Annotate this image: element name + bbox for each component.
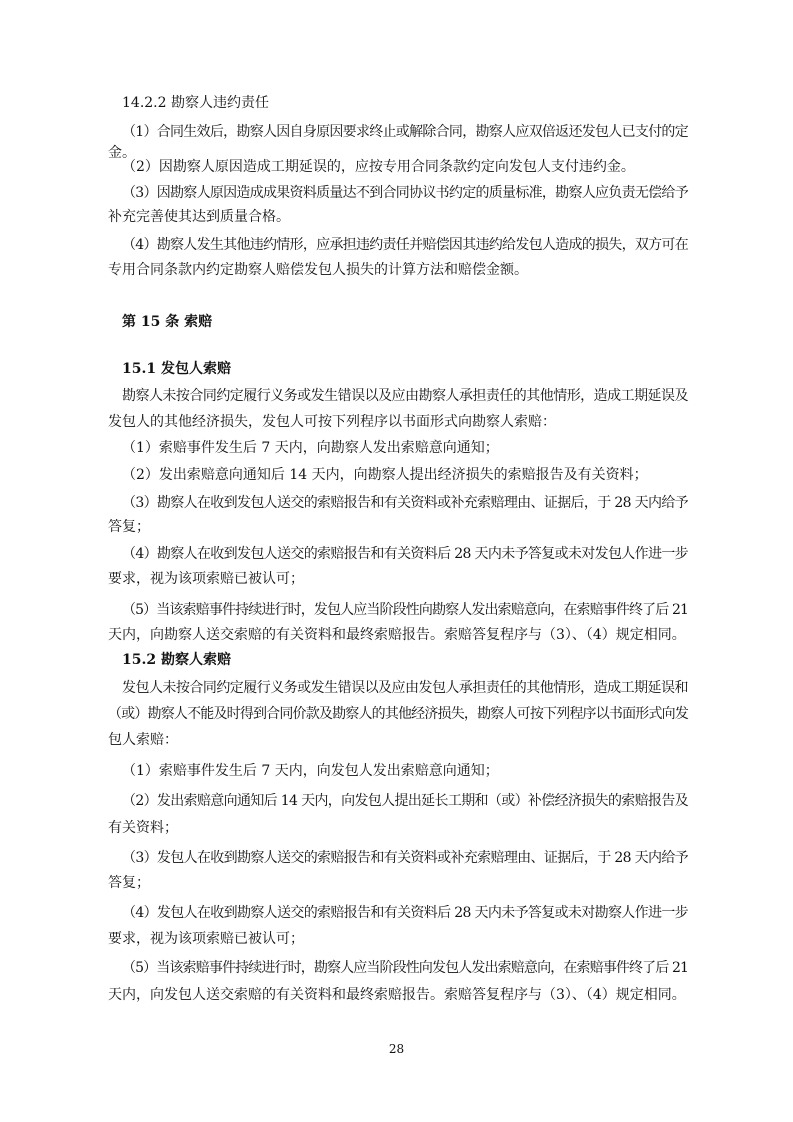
line-19: 天内，向勘察人送交索赔的有关资料和最终索赔报告。索赔答复程序与（3）、（4）规定相同。	[108, 627, 686, 643]
line-26: 有关资料；	[108, 820, 178, 836]
line-14: （3）勘察人在收到发包人送交的索赔报告和有关资料或补充索赔理由、证据后，于 28 天内给予	[122, 495, 689, 511]
line-30: 要求，视为该项索赔已被认可；	[108, 931, 304, 947]
line-16: （4）勘察人在收到发包人送交的索赔报告和有关资料后 28 天内未予答复或未对发包人作进一步	[122, 546, 689, 562]
line-10: 勘察人未按合同约定履行义务或发生错误以及应由勘察人承担责任的其他情形，造成工期延误及	[122, 388, 688, 404]
line-29: （4）发包人在收到勘察人送交的索赔报告和有关资料后 28 天内未予答复或未对勘察人作进一步	[122, 905, 689, 921]
line-20: 15.2 勘察人索赔	[122, 652, 231, 668]
line-9: 15.1 发包人索赔	[122, 361, 231, 377]
line-17: 要求，视为该项索赔已被认可；	[108, 571, 304, 587]
line-0: 14.2.2 勘察人违约责任	[122, 95, 269, 111]
line-24: （1）索赔事件发生后 7 天内，向发包人发出索赔意向通知；	[122, 763, 499, 779]
line-5: 补充完善使其达到质量合格。	[108, 209, 290, 225]
line-32: 天内，向发包人送交索赔的有关资料和最终索赔报告。索赔答复程序与（3）、（4）规定相同。	[108, 987, 686, 1003]
line-13: （2）发出索赔意向通知后 14 天内，向勘察人提出经济损失的索赔报告及有关资料；	[122, 467, 648, 483]
line-21: 发包人未按合同约定履行义务或发生错误以及应由发包人承担责任的其他情形，造成工期延误和	[122, 680, 688, 696]
line-1: （1）合同生效后，勘察人因自身原因要求终止或解除合同，勘察人应双倍返还发包人已支付的定	[122, 124, 688, 140]
line-6: （4）勘察人发生其他违约情形，应承担违约责任并赔偿因其违约给发包人造成的损失，双方可在	[122, 237, 688, 253]
line-18: （5）当该索赔事件持续进行时，发包人应当阶段性向勘察人发出索赔意向，在索赔事件终了后 21	[122, 602, 689, 618]
line-4: （3）因勘察人原因造成成果资料质量达不到合同协议书约定的质量标准，勘察人应负责无偿给予	[122, 185, 688, 201]
line-25: （2）发出索赔意向通知后 14 天内，向发包人提出延长工期和（或）补偿经济损失的索赔报告及	[122, 793, 689, 809]
line-2: 金。	[108, 145, 136, 161]
line-23: 包人索赔：	[108, 732, 178, 748]
line-15: 答复；	[108, 519, 150, 535]
line-8: 第 15 条 索赔	[122, 314, 213, 330]
line-12: （1）索赔事件发生后 7 天内，向勘察人发出索赔意向通知；	[122, 440, 499, 456]
line-31: （5）当该索赔事件持续进行时，勘察人应当阶段性向发包人发出索赔意向，在索赔事件终了后 21	[122, 960, 689, 976]
line-22: （或）勘察人不能及时得到合同价款及勘察人的其他经济损失，勘察人可按下列程序以书面形式向发	[108, 706, 689, 722]
page-number: 28	[388, 1042, 405, 1056]
line-7: 专用合同条款内约定勘察人赔偿发包人损失的计算方法和赔偿金额。	[108, 262, 528, 278]
line-11: 发包人的其他经济损失，发包人可按下列程序以书面形式向勘察人索赔：	[108, 414, 556, 430]
line-3: （2）因勘察人原因造成工期延误的，应按专用合同条款约定向发包人支付违约金。	[122, 159, 635, 175]
line-28: 答复；	[108, 875, 150, 891]
line-27: （3）发包人在收到勘察人送交的索赔报告和有关资料或补充索赔理由、证据后，于 28 天内给予	[122, 850, 689, 866]
